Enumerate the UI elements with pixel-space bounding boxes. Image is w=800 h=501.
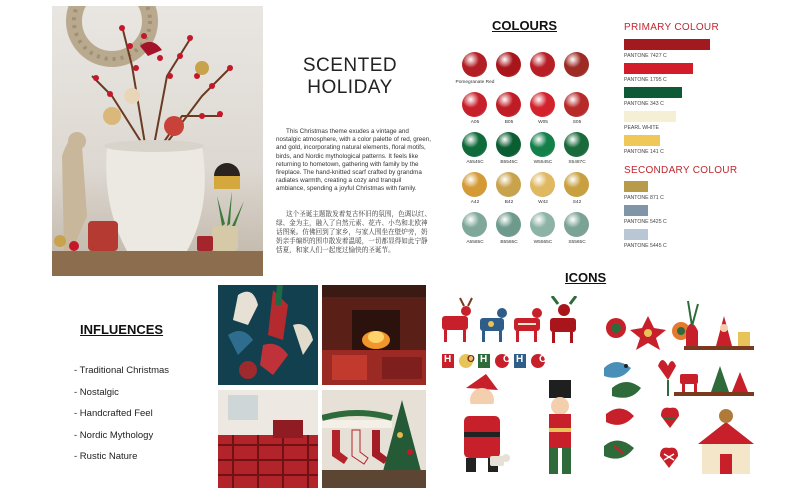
ornament-swatch-label: B5565C — [500, 240, 518, 245]
photo-nordic-ornaments — [218, 285, 318, 385]
hohoho-letter: O — [539, 354, 547, 365]
ornament-swatch-label: B05 — [504, 120, 514, 125]
reindeer-icon-1 — [442, 298, 472, 342]
ornament-swatch-label: S5565C — [568, 240, 586, 245]
title-line-1: SCENTED — [302, 55, 398, 76]
ornament-swatch-label: W05 — [538, 120, 548, 125]
nutcracker-icon — [549, 380, 571, 474]
bird-icon-3 — [606, 408, 634, 424]
ornament-swatch-label: A5565C — [466, 240, 484, 245]
ornament-swatch-label: A05 — [470, 120, 480, 125]
description-chinese: 这个圣诞主题散发着复古怀旧的氛围，色调以红、绿、金为主，融入了自然元素、花卉、小鸟和北欧神话图案。仿佛回到了家乡，与家人围坐在壁炉旁，奶奶亲手编织的围巾散发着温暖，一切都显得如此宁静恬夏，和家人们一起度过愉快的圣诞节。 — [276, 211, 432, 254]
ornament-swatch — [462, 132, 487, 157]
pantone-swatch — [624, 87, 682, 98]
title-line-2: HOLIDAY — [307, 77, 393, 98]
ornament-swatch-label: S5487C — [568, 160, 586, 165]
tulip-icon — [658, 360, 676, 396]
ornament-swatch — [530, 92, 555, 117]
pantone-label: PANTONE 5445 C — [624, 243, 667, 249]
pantone-swatch — [624, 229, 648, 240]
influence-item: - Rustic Nature — [74, 451, 138, 462]
pantone-label: PEARL WHITE — [624, 125, 659, 131]
gingerbread-house-icon — [698, 409, 754, 474]
heart-icon-2 — [660, 448, 678, 468]
pantone-swatch — [624, 111, 676, 122]
ornament-swatch-label: A5545C — [466, 160, 484, 165]
pantone-swatch — [624, 205, 648, 216]
ornament-swatch — [530, 52, 555, 77]
photo-stockings-mantel-art — [322, 390, 426, 488]
ornament-swatch — [462, 52, 487, 77]
shelf-santa-vase-icon — [684, 301, 754, 350]
ornament-swatch — [462, 212, 487, 237]
influence-item: - Traditional Christmas — [74, 365, 170, 376]
pantone-swatch — [624, 63, 693, 74]
ornament-swatch-label: W5565C — [533, 240, 553, 245]
ornament-swatch-label: W42 — [538, 200, 548, 205]
ornament-swatch-label: B42 — [504, 200, 514, 205]
ornament-swatch-label: Pomegranate Red — [455, 80, 495, 85]
heart-icon-1 — [661, 408, 679, 428]
ornament-swatch-label: W5545C — [533, 160, 553, 165]
hohoho-letter: O — [503, 354, 511, 365]
ornament-swatch — [496, 52, 521, 77]
pantone-label: PANTONE 5425 C — [624, 219, 667, 225]
page-title — [290, 55, 410, 99]
hohoho-letter: H — [480, 354, 488, 365]
photo-tartan-bedroom — [218, 390, 318, 488]
ornament-swatch — [564, 132, 589, 157]
primary-colour-heading: PRIMARY COLOUR — [624, 22, 719, 33]
ornament-swatch-label: S42 — [572, 200, 582, 205]
photo-fireplace-art — [322, 285, 426, 385]
shelf-horse-trees-icon — [674, 366, 754, 396]
icons-panel — [436, 296, 786, 496]
hohoho-icon — [442, 354, 545, 368]
horse-icon — [514, 308, 542, 342]
ornament-swatch — [530, 212, 555, 237]
ornament-swatch — [496, 92, 521, 117]
ornament-swatch — [564, 212, 589, 237]
influences-heading: INFLUENCES — [80, 322, 164, 337]
pantone-label: PANTONE 871 C — [624, 195, 664, 201]
photo-tartan-bedroom-art — [218, 390, 318, 488]
colours-heading: COLOURS — [492, 18, 557, 33]
pantone-label: PANTONE 7427 C — [624, 53, 667, 59]
influences-list — [74, 360, 169, 468]
hero-photo-art — [52, 6, 263, 276]
influence-item: - Nostalgic — [74, 386, 119, 398]
pantone-swatch — [624, 39, 710, 50]
hohoho-letter: H — [444, 354, 452, 365]
pantone-label: PANTONE 343 C — [624, 101, 664, 107]
hohoho-letter: O — [467, 354, 475, 365]
photo-nordic-ornaments-art — [218, 285, 318, 385]
photo-stockings-mantel — [322, 390, 426, 488]
ornament-swatch — [564, 172, 589, 197]
hohoho-letter: H — [516, 354, 524, 365]
colour-swatch-grid — [456, 48, 616, 248]
pantone-label: PANTONE 141 C — [624, 149, 664, 155]
influence-item: - Nordic Mythology — [74, 429, 154, 441]
influence-item: - Handcrafted Feel — [74, 408, 153, 419]
ornament-swatch-label: A42 — [470, 200, 480, 205]
pantone-swatch — [624, 135, 660, 146]
ornament-swatch — [496, 132, 521, 157]
reindeer-icon-2 — [550, 296, 576, 343]
icons-art — [436, 296, 786, 496]
pantone-swatch — [624, 181, 648, 192]
secondary-colour-heading: SECONDARY COLOUR — [624, 165, 738, 176]
hero-photo — [52, 6, 263, 276]
folk-flower-icon — [630, 316, 666, 350]
pantone-label: PANTONE 1795 C — [624, 77, 667, 83]
ornament-swatch — [496, 212, 521, 237]
ornament-swatch — [462, 92, 487, 117]
description-english: This Christmas theme exudes a vintage and nostalgic atmosphere, with a color palette of red, green, and gold, incorporating natural elements, floral motifs, birds, and Nordic mythological patterns. It feels like returning to hometown, gathering with family by the fireplace. The hand-knitted scarf crafted by grandma radiates warmth, creating a cozy and tranquil ambiance, spending a joyful Christmas with family. — [276, 128, 432, 193]
bird-icon-2 — [612, 382, 641, 398]
bird-icon-1 — [604, 362, 631, 378]
ornament-swatch-label: B5545C — [500, 160, 518, 165]
dala-horse-icon — [480, 308, 507, 342]
ornament-swatch — [530, 132, 555, 157]
ornament-swatch — [564, 52, 589, 77]
photo-fireplace — [322, 285, 426, 385]
ornament-swatch — [462, 172, 487, 197]
bird-icon-4 — [604, 440, 634, 458]
icons-heading: ICONS — [565, 270, 607, 285]
ornament-swatch — [564, 92, 589, 117]
folk-star-icon — [606, 318, 626, 338]
ornament-swatch — [496, 172, 521, 197]
ornament-swatch — [530, 172, 555, 197]
ornament-swatch-label: S05 — [572, 120, 582, 125]
